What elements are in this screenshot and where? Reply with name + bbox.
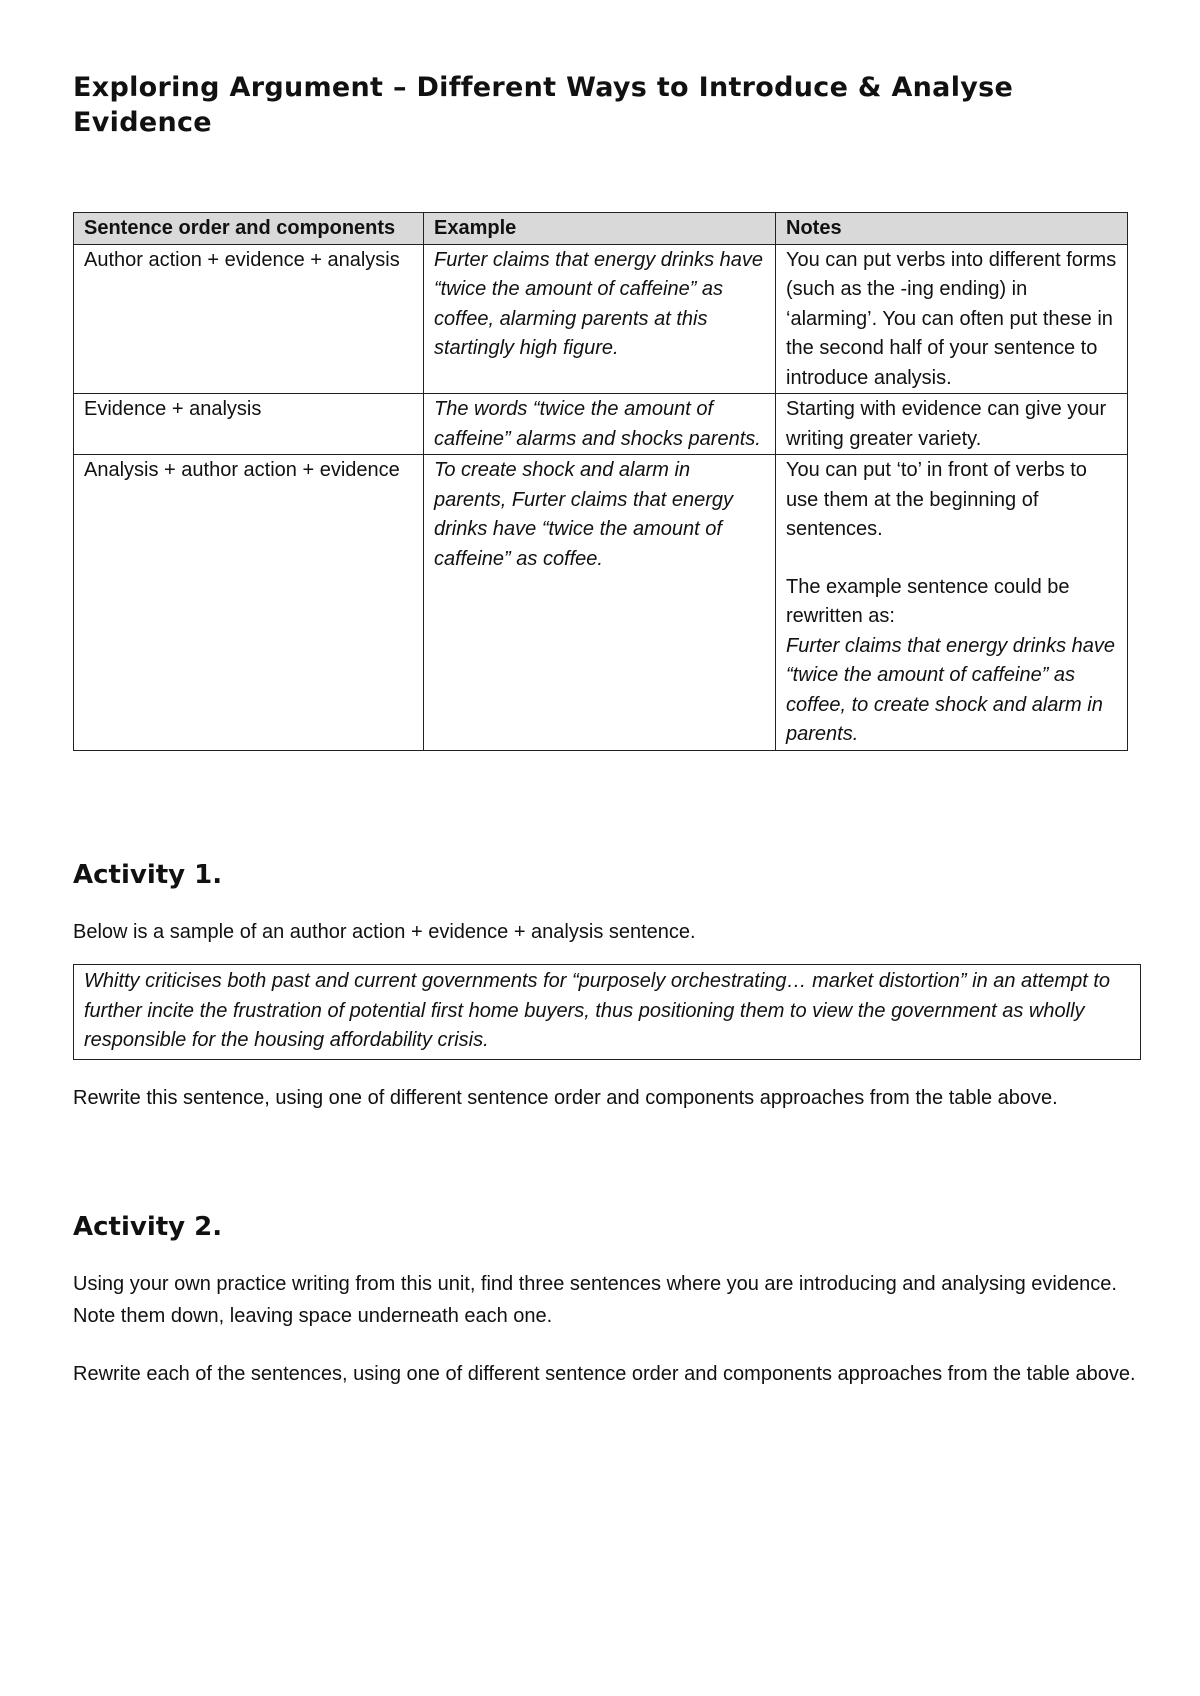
notes-text-3: Furter claims that energy drinks have “twice the amount of caffeine” as coffee, to create shock and alarm in parents.: [786, 634, 1116, 745]
notes-text-1: You can put ‘to’ in front of verbs to use them at the beginning of sentences.: [786, 459, 1087, 540]
document-page: [73, 70, 1140, 1385]
notes-text-2: The example sentence could be rewritten as:: [786, 575, 1070, 627]
cell-example: Furter claims that energy drinks have “twice the amount of caffeine” as coffee, alarming parents at this startingly high figure.: [424, 244, 776, 394]
header-notes: Notes: [776, 213, 1128, 245]
sample-sentence-box: Whitty criticises both past and current governments for “purposely orchestrating… market distortion” in an attempt to further incite the frustration of potential first home buyers, thus positioning them to view the government as wholly responsible for the housing affordability crisis.: [73, 964, 1141, 1060]
header-sentence-order: Sentence order and components: [74, 213, 424, 245]
cell-example: To create shock and alarm in parents, Furter claims that energy drinks have “twice the amount of caffeine” as coffee.: [424, 455, 776, 751]
cell-example: The words “twice the amount of caffeine” alarms and shocks parents.: [424, 394, 776, 455]
activity2-instruction-1: Using your own practice writing from this unit, find three sentences where you are introducing and analysing evidence. Note them down, leaving space underneath each one.: [73, 1273, 1117, 1327]
table-row: [74, 244, 1128, 394]
activity2-instruction-2: Rewrite each of the sentences, using one of different sentence order and components approaches from the table above.: [73, 1363, 1136, 1385]
table-row: [74, 455, 1128, 751]
activity1-instruction: Rewrite this sentence, using one of different sentence order and components approaches from the table above.: [73, 1087, 1058, 1109]
header-example: Example: [424, 213, 776, 245]
approaches-table: [73, 212, 1128, 751]
page-title: Exploring Argument – Different Ways to Introduce & Analyse Evidence: [73, 72, 1014, 138]
activity1-heading: Activity 1.: [73, 860, 223, 890]
activity1-intro: Below is a sample of an author action + evidence + analysis sentence.: [73, 921, 696, 943]
cell-notes: Starting with evidence can give your writing greater variety.: [776, 394, 1128, 455]
cell-order: Author action + evidence + analysis: [74, 244, 424, 394]
cell-order: Evidence + analysis: [74, 394, 424, 455]
table-row: [74, 394, 1128, 455]
notes-spacer: [786, 545, 1117, 573]
cell-notes: [776, 455, 1128, 751]
cell-order: Analysis + author action + evidence: [74, 455, 424, 751]
cell-notes: You can put verbs into different forms (such as the -ing ending) in ‘alarming’. You can often put these in the second half of your sentence to introduce analysis.: [776, 244, 1128, 394]
activity2-heading: Activity 2.: [73, 1212, 223, 1242]
table-header-row: [74, 213, 1128, 245]
